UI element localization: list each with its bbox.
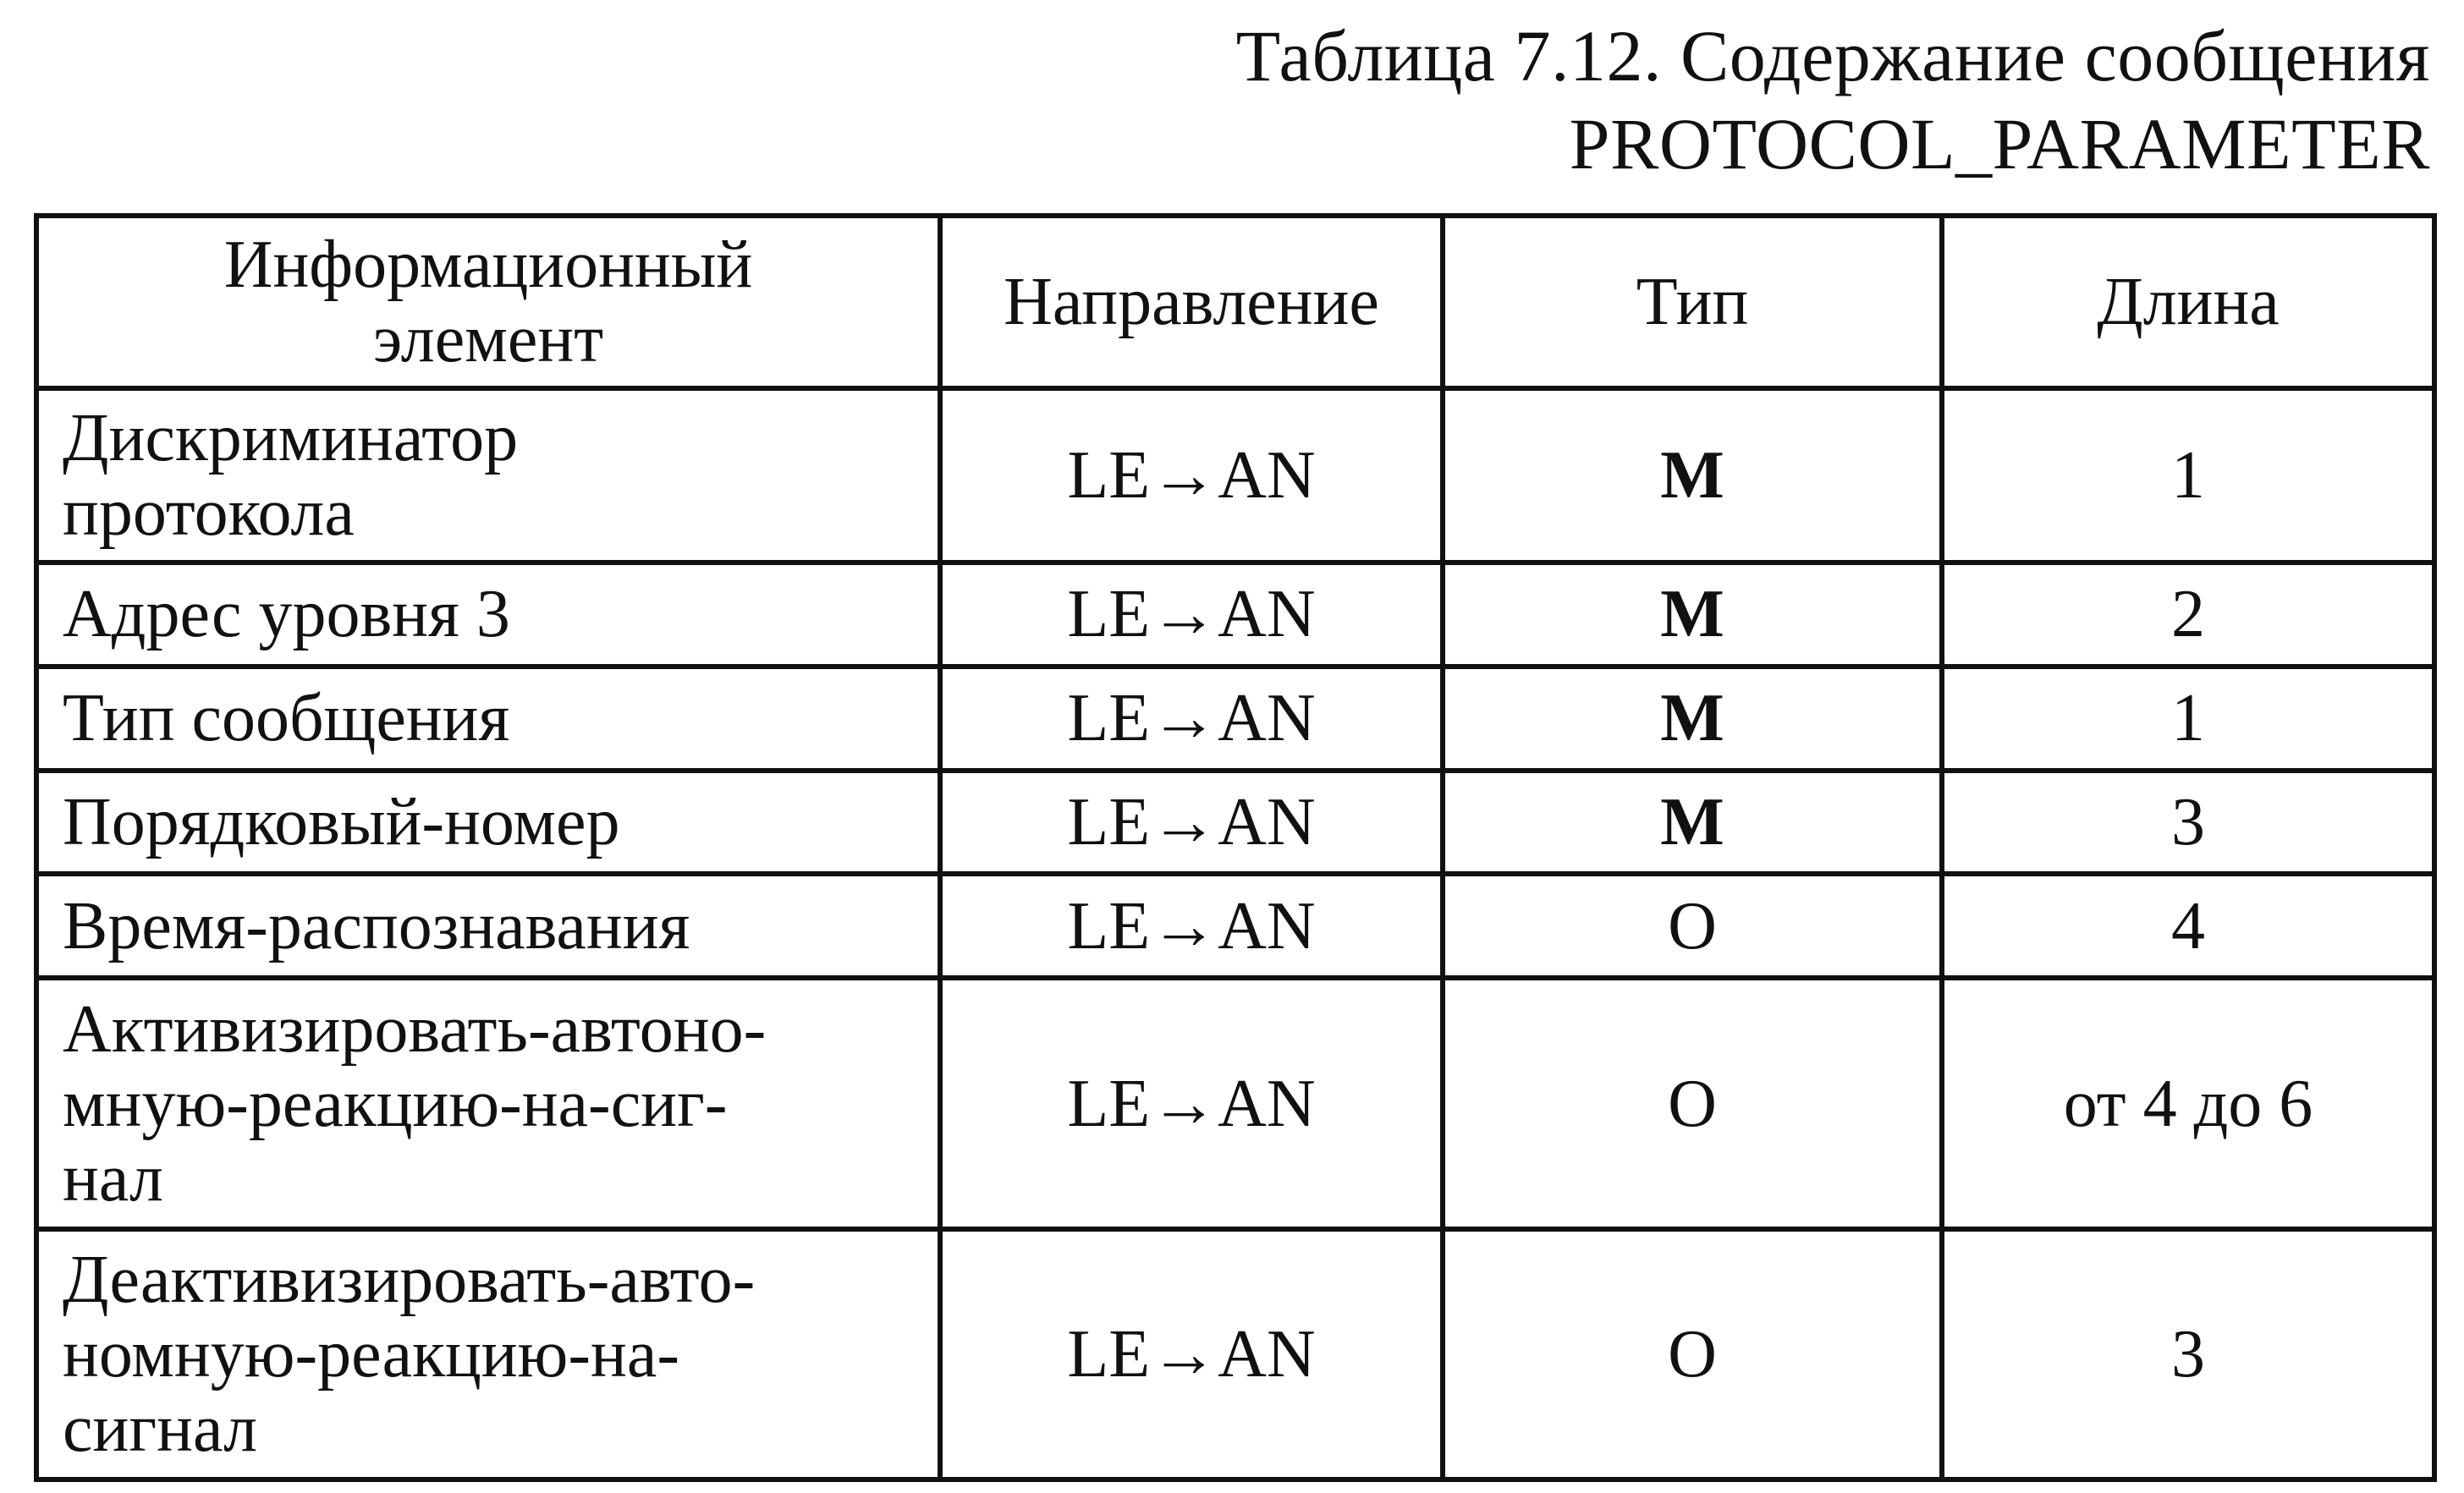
protocol-parameter-table — [34, 213, 2437, 1482]
cell-element-line: Деактивизировать-авто- — [63, 1242, 756, 1317]
table-row — [36, 1229, 2434, 1479]
cell-direction: LE→AN — [940, 771, 1443, 875]
table-row — [36, 667, 2434, 771]
cell-direction: LE→AN — [940, 563, 1443, 667]
cell-length: от 4 до 6 — [1942, 978, 2434, 1228]
header-type: Тип — [1443, 216, 1942, 388]
cell-element — [36, 978, 940, 1228]
caption-title: Таблица 7.12. Содержание сообщения — [1235, 15, 2430, 96]
cell-element: Порядковый-номер — [36, 771, 940, 875]
cell-length: 1 — [1942, 667, 2434, 771]
table-row — [36, 771, 2434, 875]
cell-direction: LE→AN — [940, 388, 1443, 563]
cell-length: 3 — [1942, 1229, 2434, 1479]
cell-element: Дискриминатор протокола — [36, 388, 940, 563]
cell-type: M — [1443, 563, 1942, 667]
cell-direction: LE→AN — [940, 978, 1443, 1228]
header-information-element: Информационный элемент — [36, 216, 940, 388]
table-header-row — [36, 216, 2434, 388]
cell-length: 1 — [1942, 388, 2434, 563]
cell-element-line: Активизировать-автоно- — [63, 991, 767, 1067]
table-row — [36, 563, 2434, 667]
table-caption — [1236, 12, 2430, 188]
cell-direction: LE→AN — [940, 667, 1443, 771]
table-row — [36, 874, 2434, 978]
cell-type: O — [1443, 978, 1942, 1228]
cell-element: Время-распознавания — [36, 874, 940, 978]
cell-element-line: нал — [63, 1140, 163, 1216]
cell-length: 2 — [1942, 563, 2434, 667]
cell-element-line: мную-реакцию-на-сиг- — [63, 1066, 728, 1141]
cell-element: Тип сообщения — [36, 667, 940, 771]
cell-element: Адрес уровня 3 — [36, 563, 940, 667]
header-direction: Направление — [940, 216, 1443, 388]
table-row — [36, 978, 2434, 1228]
cell-element-line: сигнал — [63, 1391, 258, 1466]
table-row — [36, 388, 2434, 563]
cell-type: M — [1443, 667, 1942, 771]
cell-element-line: номную-реакцию-на- — [63, 1316, 679, 1391]
caption-message-name: PROTOCOL_PARAMETER — [1569, 103, 2430, 184]
cell-element — [36, 1229, 940, 1479]
header-length: Длина — [1942, 216, 2434, 388]
cell-type: O — [1443, 874, 1942, 978]
cell-direction: LE→AN — [940, 1229, 1443, 1479]
cell-length: 3 — [1942, 771, 2434, 875]
cell-direction: LE→AN — [940, 874, 1443, 978]
cell-type: O — [1443, 1229, 1942, 1479]
cell-type: M — [1443, 388, 1942, 563]
cell-length: 4 — [1942, 874, 2434, 978]
cell-type: M — [1443, 771, 1942, 875]
